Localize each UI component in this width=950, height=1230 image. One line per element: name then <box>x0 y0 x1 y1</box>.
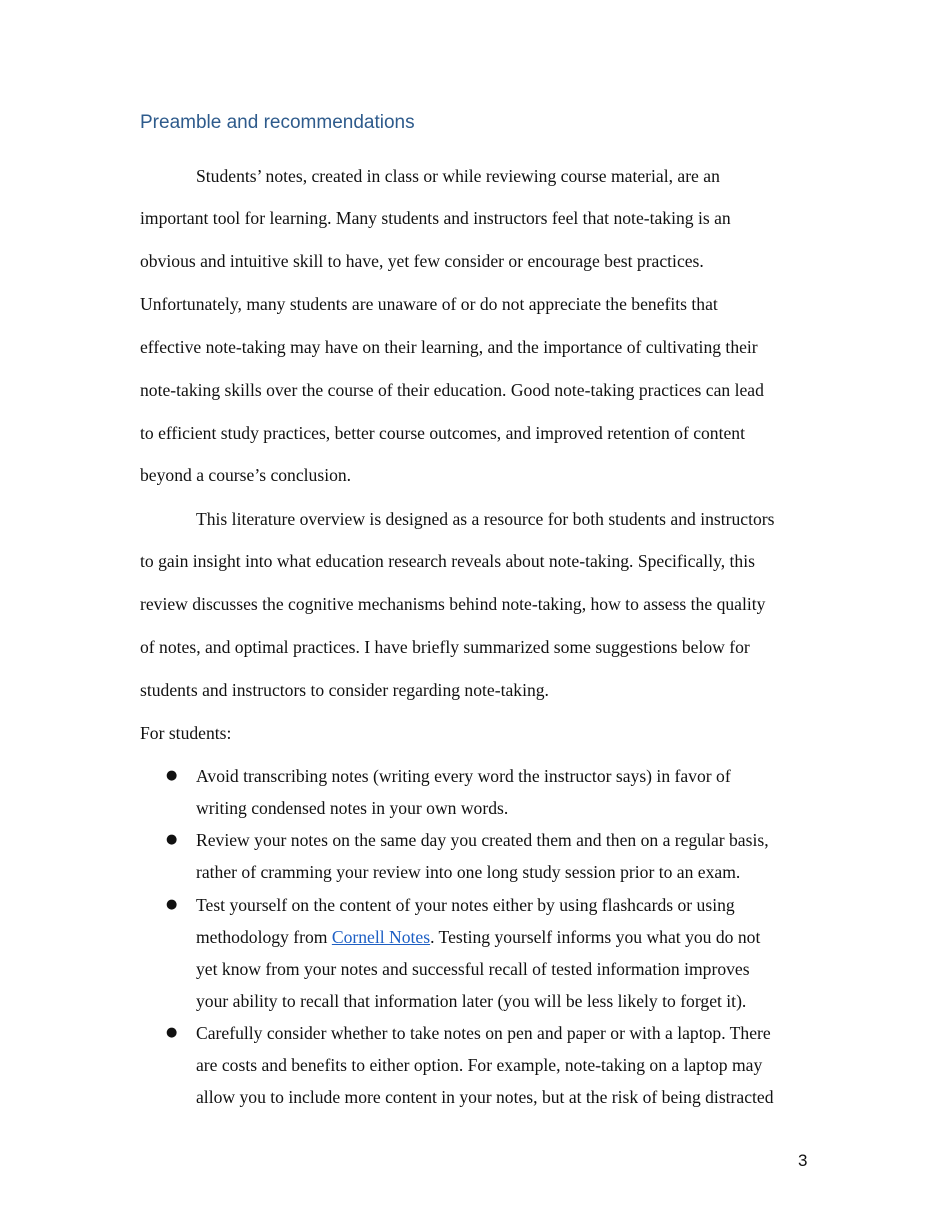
bullet-4-line: allow you to include more content in your notes, but at the risk of being distracted <box>196 1087 774 1107</box>
bullet-3-text-before-link: methodology from <box>196 927 332 947</box>
bullet-4-line: are costs and benefits to either option. For example, note-taking on a laptop may <box>196 1055 763 1075</box>
bullet-3-link-line <box>196 927 760 947</box>
paragraph-1-line: important tool for learning. Many students and instructors feel that note-taking is an <box>140 208 731 228</box>
bullet-3-text-after-link: . Testing yourself informs you what you do not <box>430 927 761 947</box>
bullet-1-line: writing condensed notes in your own words. <box>196 798 509 818</box>
paragraph-1-line: beyond a course’s conclusion. <box>140 465 352 485</box>
page-number: 3 <box>798 1151 808 1170</box>
bullet-2-line: Review your notes on the same day you created them and then on a regular basis, <box>196 830 769 850</box>
paragraph-2-line: review discusses the cognitive mechanisms behind note-taking, how to assess the quality <box>140 594 766 614</box>
paragraph-1-line: obvious and intuitive skill to have, yet few consider or encourage best practices. <box>140 251 704 271</box>
bullet-icon: ● <box>166 832 178 847</box>
paragraph-1-line: Unfortunately, many students are unaware of or do not appreciate the benefits that <box>140 294 718 314</box>
bullet-3-line: yet know from your notes and successful recall of tested information improves <box>196 959 750 979</box>
bullet-icon: ● <box>166 897 178 912</box>
bullet-3-line: your ability to recall that information later (you will be less likely to forget it). <box>196 991 747 1011</box>
bullet-3-line: Test yourself on the content of your notes either by using flashcards or using <box>196 895 735 915</box>
paragraph-1-line: to efficient study practices, better course outcomes, and improved retention of content <box>140 423 745 443</box>
bullet-4-line: Carefully consider whether to take notes on pen and paper or with a laptop. There <box>196 1023 771 1043</box>
paragraph-2-line: This literature overview is designed as a resource for both students and instructors <box>196 509 775 529</box>
paragraph-1-line: Students’ notes, created in class or while reviewing course material, are an <box>196 166 720 186</box>
bullet-icon: ● <box>166 1025 178 1040</box>
paragraph-2-line: students and instructors to consider regarding note-taking. <box>140 680 549 700</box>
section-heading: Preamble and recommendations <box>140 112 415 133</box>
paragraph-2-line: of notes, and optimal practices. I have briefly summarized some suggestions below for <box>140 637 750 657</box>
bullet-icon: ● <box>166 768 178 783</box>
bullet-2-line: rather of cramming your review into one long study session prior to an exam. <box>196 862 741 882</box>
paragraph-2-line: to gain insight into what education research reveals about note-taking. Specifically, this <box>140 551 755 571</box>
paragraph-1-line: effective note-taking may have on their learning, and the importance of cultivating their <box>140 337 758 357</box>
cornell-notes-link[interactable]: Cornell Notes <box>331 927 431 947</box>
for-students-label: For students: <box>140 723 232 743</box>
paragraph-1-line: note-taking skills over the course of their education. Good note-taking practices can lead <box>140 380 764 400</box>
bullet-1-line: Avoid transcribing notes (writing every word the instructor says) in favor of <box>196 766 731 786</box>
